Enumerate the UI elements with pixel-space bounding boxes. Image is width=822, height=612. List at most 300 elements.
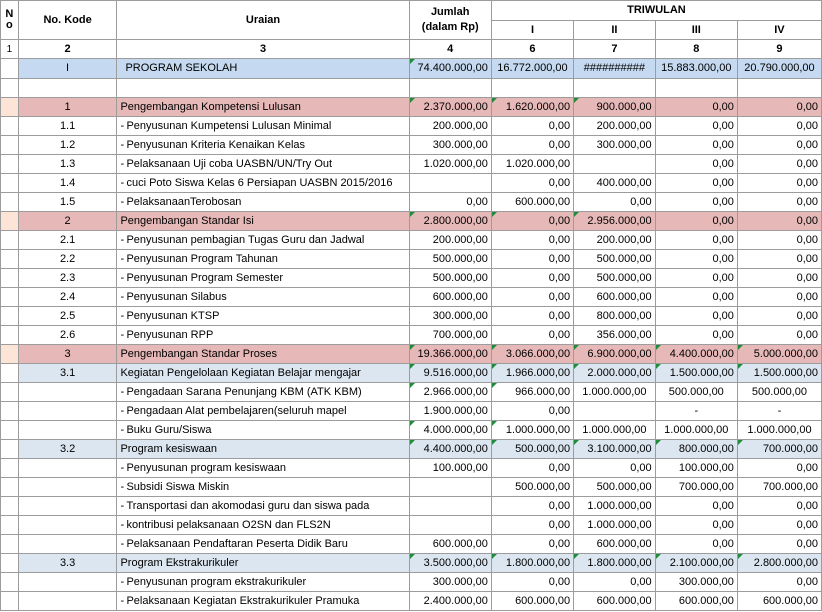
row-gutter-cell[interactable]	[1, 459, 19, 478]
desc-cell[interactable]	[117, 592, 409, 611]
table-row	[1, 402, 822, 421]
desc-cell[interactable]	[117, 364, 409, 383]
row-gutter-cell[interactable]	[1, 592, 19, 611]
q3-cell[interactable]: 0,00	[655, 269, 737, 288]
q1-cell[interactable]: 0,00	[491, 402, 573, 421]
desc-cell[interactable]	[117, 421, 409, 440]
amount-cell[interactable]: 19.366.000,00	[409, 345, 491, 364]
q1-cell[interactable]: 500.000,00	[491, 440, 573, 459]
q1-cell[interactable]: 0,00	[491, 117, 573, 136]
amount-cell[interactable]: 600.000,00	[409, 288, 491, 307]
q2-cell[interactable]: ##########	[574, 59, 656, 79]
q1-cell[interactable]: 0,00	[491, 535, 573, 554]
q4-cell[interactable]: 0,00	[737, 288, 821, 307]
q1-cell[interactable]: 0,00	[491, 174, 573, 193]
q4-cell[interactable]: 700.000,00	[737, 478, 821, 497]
q1-cell[interactable]: 0,00	[491, 269, 573, 288]
q4-cell[interactable]: 5.000.000,00	[737, 345, 821, 364]
desc-cell[interactable]	[117, 117, 409, 136]
desc-cell[interactable]	[117, 59, 409, 79]
q1-cell[interactable]: 0,00	[491, 497, 573, 516]
row-gutter-cell[interactable]	[1, 478, 19, 497]
col-number-cell[interactable]: 1	[1, 40, 19, 59]
row-gutter-cell[interactable]	[1, 155, 19, 174]
row-gutter-cell[interactable]	[1, 516, 19, 535]
q4-cell[interactable]: 0,00	[737, 212, 821, 231]
code-cell[interactable]: 1.4	[18, 174, 117, 193]
bullet-dash: -	[120, 309, 125, 322]
desc-text: Transportasi dan akomodasi guru dan siswa pada	[126, 499, 370, 512]
q1-cell[interactable]: 0,00	[491, 573, 573, 592]
q2-cell[interactable]: 1.800.000,00	[574, 554, 656, 573]
desc-cell[interactable]	[117, 212, 409, 231]
code-cell[interactable]: 2	[18, 212, 117, 231]
q1-cell[interactable]: 0,00	[491, 231, 573, 250]
column-number-row	[1, 40, 822, 59]
q2-cell[interactable]: 6.900.000,00	[574, 345, 656, 364]
desc-cell[interactable]	[117, 136, 409, 155]
header-desc[interactable]: Uraian	[117, 1, 409, 40]
col-number-cell[interactable]: 8	[655, 40, 737, 59]
col-number-cell[interactable]: 6	[491, 40, 573, 59]
q2-cell[interactable]: 500.000,00	[574, 478, 656, 497]
code-cell[interactable]: 2.3	[18, 269, 117, 288]
q3-cell[interactable]: 0,00	[655, 155, 737, 174]
code-cell[interactable]	[18, 459, 117, 478]
code-cell[interactable]: I	[18, 59, 117, 79]
q3-cell[interactable]: 2.100.000,00	[655, 554, 737, 573]
row-gutter-cell[interactable]	[1, 174, 19, 193]
desc-cell[interactable]	[117, 155, 409, 174]
q4-cell[interactable]: 0,00	[737, 307, 821, 326]
q4-cell[interactable]: 0,00	[737, 250, 821, 269]
q1-cell[interactable]: 0,00	[491, 136, 573, 155]
code-cell[interactable]	[18, 592, 117, 611]
desc-text: Penyusunan program kesiswaan	[126, 461, 287, 474]
desc-text: Pelaksanaan Uji coba UASBN/UN/Try Out	[126, 157, 333, 170]
code-cell[interactable]	[18, 383, 117, 402]
code-cell[interactable]: 2.6	[18, 326, 117, 345]
q4-cell[interactable]: 500.000,00	[737, 383, 821, 402]
q1-cell[interactable]: 1.966.000,00	[491, 364, 573, 383]
table-row	[1, 250, 822, 269]
col-number-cell[interactable]: 2	[18, 40, 117, 59]
col-number-cell[interactable]: 9	[737, 40, 821, 59]
bullet-dash: -	[120, 119, 125, 132]
desc-cell[interactable]	[117, 516, 409, 535]
desc-text: Pelaksanaan Kegiatan Ekstrakurikuler Pramuka	[126, 594, 360, 607]
table-row	[1, 193, 822, 212]
q2-cell[interactable]	[574, 155, 656, 174]
q4-cell[interactable]: 1.000.000,00	[737, 421, 821, 440]
bullet-dash: -	[120, 423, 125, 436]
code-cell[interactable]: 1.3	[18, 155, 117, 174]
desc-cell[interactable]	[117, 193, 409, 212]
q2-cell[interactable]: 900.000,00	[574, 98, 656, 117]
q3-cell[interactable]: 4.400.000,00	[655, 345, 737, 364]
row-gutter-cell[interactable]	[1, 554, 19, 573]
amount-cell[interactable]: 74.400.000,00	[409, 59, 491, 79]
q4-cell[interactable]: 0,00	[737, 573, 821, 592]
desc-text: kontribusi pelaksanaan O2SN dan FLS2N	[126, 518, 331, 531]
amount-cell[interactable]: 700.000,00	[409, 326, 491, 345]
code-cell[interactable]: 1.5	[18, 193, 117, 212]
q4-cell[interactable]: 600.000,00	[737, 592, 821, 611]
q1-cell[interactable]: 600.000,00	[491, 592, 573, 611]
row-gutter-cell[interactable]	[1, 440, 19, 459]
q1-cell[interactable]: 600.000,00	[491, 193, 573, 212]
amount-cell[interactable]: 3.500.000,00	[409, 554, 491, 573]
row-gutter-cell[interactable]	[1, 402, 19, 421]
desc-text: Pengadaan Alat pembelajaren(seluruh mapel	[126, 404, 347, 417]
q2-cell[interactable]: 3.100.000,00	[574, 440, 656, 459]
q2-cell[interactable]: 2.956.000,00	[574, 212, 656, 231]
desc-text: Penyusunan Silabus	[126, 290, 227, 303]
q4-cell[interactable]: 2.800.000,00	[737, 554, 821, 573]
row-gutter-cell[interactable]	[1, 136, 19, 155]
q3-cell[interactable]: 0,00	[655, 98, 737, 117]
q3-cell[interactable]: 0,00	[655, 326, 737, 345]
q1-cell[interactable]: 3.066.000,00	[491, 345, 573, 364]
table-row	[1, 478, 822, 497]
code-cell[interactable]: 1.2	[18, 136, 117, 155]
row-gutter-cell[interactable]	[1, 364, 19, 383]
table-row	[1, 117, 822, 136]
table-row	[1, 155, 822, 174]
q1-cell[interactable]: 1.000.000,00	[491, 421, 573, 440]
table-row	[1, 174, 822, 193]
table-row	[1, 136, 822, 155]
q2-cell[interactable]: 1.000.000,00	[574, 497, 656, 516]
q4-cell[interactable]: 700.000,00	[737, 440, 821, 459]
header-q3[interactable]: III	[655, 21, 737, 40]
header-code[interactable]: No. Kode	[18, 1, 117, 40]
code-cell[interactable]	[18, 79, 117, 98]
desc-cell[interactable]	[117, 345, 409, 364]
amount-cell[interactable]: 500.000,00	[409, 250, 491, 269]
q3-cell[interactable]: -	[655, 402, 737, 421]
desc-cell[interactable]	[117, 497, 409, 516]
code-cell[interactable]	[18, 516, 117, 535]
amount-cell[interactable]: 200.000,00	[409, 231, 491, 250]
desc-cell[interactable]	[117, 440, 409, 459]
desc-text: Penyusunan KTSP	[126, 309, 220, 322]
q4-cell[interactable]: -	[737, 402, 821, 421]
amount-cell[interactable]	[409, 79, 491, 98]
amount-cell[interactable]	[409, 478, 491, 497]
q3-cell[interactable]: 300.000,00	[655, 573, 737, 592]
row-gutter-cell[interactable]	[1, 269, 19, 288]
row-gutter-cell[interactable]	[1, 307, 19, 326]
bullet-dash: -	[120, 252, 125, 265]
q3-cell[interactable]: 0,00	[655, 307, 737, 326]
q2-cell[interactable]: 200.000,00	[574, 117, 656, 136]
desc-text: Penyusunan pembagian Tugas Guru dan Jadwal	[126, 233, 365, 246]
q3-cell[interactable]: 0,00	[655, 535, 737, 554]
q3-cell[interactable]: 500.000,00	[655, 383, 737, 402]
row-gutter-cell[interactable]	[1, 288, 19, 307]
amount-cell[interactable]: 100.000,00	[409, 459, 491, 478]
amount-cell[interactable]: 4.400.000,00	[409, 440, 491, 459]
code-cell[interactable]	[18, 573, 117, 592]
row-gutter-cell[interactable]	[1, 79, 19, 98]
desc-cell[interactable]	[117, 554, 409, 573]
q1-cell[interactable]: 1.800.000,00	[491, 554, 573, 573]
q3-cell[interactable]: 100.000,00	[655, 459, 737, 478]
desc-text: Kegiatan Pengelolaan Kegiatan Belajar mengajar	[120, 366, 361, 379]
q3-cell[interactable]	[655, 79, 737, 98]
q1-cell[interactable]: 1.020.000,00	[491, 155, 573, 174]
q3-cell[interactable]: 0,00	[655, 212, 737, 231]
q1-cell[interactable]: 0,00	[491, 516, 573, 535]
q2-cell[interactable]: 1.000.000,00	[574, 516, 656, 535]
q4-cell[interactable]: 0,00	[737, 459, 821, 478]
code-cell[interactable]: 3.1	[18, 364, 117, 383]
desc-text: PelaksanaanTerobosan	[126, 195, 242, 208]
desc-cell[interactable]	[117, 79, 409, 98]
q2-cell[interactable]: 356.000,00	[574, 326, 656, 345]
bullet-dash: -	[120, 290, 125, 303]
q1-cell[interactable]	[491, 79, 573, 98]
q1-cell[interactable]: 1.620.000,00	[491, 98, 573, 117]
q3-cell[interactable]: 700.000,00	[655, 478, 737, 497]
amount-cell[interactable]: 1.900.000,00	[409, 402, 491, 421]
q4-cell[interactable]: 0,00	[737, 497, 821, 516]
col-number-cell[interactable]: 3	[117, 40, 409, 59]
q2-cell[interactable]: 1.000.000,00	[574, 421, 656, 440]
desc-text: Penyusunan Kumpetensi Lulusan Minimal	[126, 119, 332, 132]
q2-cell[interactable]: 200.000,00	[574, 231, 656, 250]
amount-cell[interactable]: 600.000,00	[409, 535, 491, 554]
desc-cell[interactable]	[117, 573, 409, 592]
q1-cell[interactable]: 0,00	[491, 326, 573, 345]
q3-cell[interactable]: 0,00	[655, 497, 737, 516]
q2-cell[interactable]: 0,00	[574, 573, 656, 592]
amount-cell[interactable]: 1.020.000,00	[409, 155, 491, 174]
q2-cell[interactable]: 400.000,00	[574, 174, 656, 193]
desc-cell[interactable]	[117, 459, 409, 478]
code-cell[interactable]: 2.5	[18, 307, 117, 326]
bullet-dash: -	[120, 537, 125, 550]
q4-cell[interactable]: 0,00	[737, 174, 821, 193]
amount-cell[interactable]	[409, 174, 491, 193]
col-number-cell[interactable]: 7	[574, 40, 656, 59]
row-gutter-cell[interactable]	[1, 59, 19, 79]
desc-text: Penyusunan Kriteria Kenaikan Kelas	[126, 138, 306, 151]
desc-cell[interactable]	[117, 535, 409, 554]
q4-cell[interactable]	[737, 79, 821, 98]
bullet-dash: -	[120, 480, 125, 493]
q2-cell[interactable]: 0,00	[574, 193, 656, 212]
bullet-dash: -	[120, 385, 125, 398]
q1-cell[interactable]: 0,00	[491, 288, 573, 307]
q1-cell[interactable]: 0,00	[491, 459, 573, 478]
q3-cell[interactable]: 0,00	[655, 288, 737, 307]
code-cell[interactable]: 1	[18, 98, 117, 117]
row-gutter-cell[interactable]	[1, 250, 19, 269]
amount-cell[interactable]: 0,00	[409, 193, 491, 212]
q3-cell[interactable]: 0,00	[655, 516, 737, 535]
q2-cell[interactable]: 500.000,00	[574, 250, 656, 269]
code-cell[interactable]: 3.3	[18, 554, 117, 573]
q3-cell[interactable]: 15.883.000,00	[655, 59, 737, 79]
row-gutter-cell[interactable]	[1, 231, 19, 250]
amount-cell[interactable]: 300.000,00	[409, 307, 491, 326]
q4-cell[interactable]: 0,00	[737, 516, 821, 535]
desc-cell[interactable]	[117, 288, 409, 307]
table-row	[1, 364, 822, 383]
amount-cell[interactable]: 2.800.000,00	[409, 212, 491, 231]
q4-cell[interactable]: 1.500.000,00	[737, 364, 821, 383]
q3-cell[interactable]: 0,00	[655, 136, 737, 155]
header-quarter-group[interactable]: TRIWULAN	[491, 1, 821, 21]
q4-cell[interactable]: 0,00	[737, 98, 821, 117]
q2-cell[interactable]: 600.000,00	[574, 592, 656, 611]
code-cell[interactable]	[18, 478, 117, 497]
q1-cell[interactable]: 16.772.000,00	[491, 59, 573, 79]
q2-cell[interactable]: 300.000,00	[574, 136, 656, 155]
code-cell[interactable]	[18, 535, 117, 554]
amount-cell[interactable]: 300.000,00	[409, 136, 491, 155]
q4-cell[interactable]: 0,00	[737, 117, 821, 136]
desc-cell[interactable]	[117, 478, 409, 497]
q1-cell[interactable]: 966.000,00	[491, 383, 573, 402]
q2-cell[interactable]: 0,00	[574, 459, 656, 478]
q3-cell[interactable]: 0,00	[655, 231, 737, 250]
header-q4[interactable]: IV	[737, 21, 821, 40]
code-cell[interactable]	[18, 402, 117, 421]
q4-cell[interactable]: 20.790.000,00	[737, 59, 821, 79]
row-gutter-cell[interactable]	[1, 98, 19, 117]
desc-cell[interactable]	[117, 231, 409, 250]
q4-cell[interactable]: 0,00	[737, 193, 821, 212]
q3-cell[interactable]: 0,00	[655, 193, 737, 212]
amount-cell[interactable]: 300.000,00	[409, 573, 491, 592]
table-row	[1, 212, 822, 231]
table-row	[1, 459, 822, 478]
bullet-dash: -	[120, 518, 125, 531]
q3-cell[interactable]: 0,00	[655, 250, 737, 269]
q2-cell[interactable]: 800.000,00	[574, 307, 656, 326]
desc-cell[interactable]	[117, 269, 409, 288]
row-gutter-cell[interactable]	[1, 535, 19, 554]
desc-text: Program kesiswaan	[120, 442, 218, 455]
code-cell[interactable]: 1.1	[18, 117, 117, 136]
desc-cell[interactable]	[117, 98, 409, 117]
q3-cell[interactable]: 0,00	[655, 117, 737, 136]
row-gutter-cell[interactable]	[1, 193, 19, 212]
q1-cell[interactable]: 0,00	[491, 212, 573, 231]
q4-cell[interactable]: 0,00	[737, 136, 821, 155]
bullet-dash: -	[120, 499, 125, 512]
q2-cell[interactable]: 2.000.000,00	[574, 364, 656, 383]
q3-cell[interactable]: 0,00	[655, 174, 737, 193]
bullet-dash: -	[120, 157, 125, 170]
desc-cell[interactable]	[117, 402, 409, 421]
amount-cell[interactable]: 2.400.000,00	[409, 592, 491, 611]
q3-cell[interactable]: 1.000.000,00	[655, 421, 737, 440]
desc-cell[interactable]	[117, 307, 409, 326]
desc-text: Program Ekstrakurikuler	[120, 556, 239, 569]
code-cell[interactable]: 2.1	[18, 231, 117, 250]
row-gutter-cell[interactable]	[1, 345, 19, 364]
row-gutter-cell[interactable]	[1, 117, 19, 136]
row-gutter-cell[interactable]	[1, 326, 19, 345]
desc-cell[interactable]	[117, 250, 409, 269]
row-gutter-cell[interactable]	[1, 383, 19, 402]
q4-cell[interactable]: 0,00	[737, 269, 821, 288]
code-cell[interactable]	[18, 497, 117, 516]
desc-cell[interactable]	[117, 174, 409, 193]
q2-cell[interactable]: 600.000,00	[574, 288, 656, 307]
q1-cell[interactable]: 0,00	[491, 307, 573, 326]
desc-cell[interactable]	[117, 383, 409, 402]
col-number-cell[interactable]: 4	[409, 40, 491, 59]
header-amount[interactable]: Jumlah (dalam Rp)	[409, 1, 491, 40]
amount-cell[interactable]: 200.000,00	[409, 117, 491, 136]
header-row-no[interactable]: N o	[1, 1, 19, 40]
desc-text: Pelaksanaan Pendaftaran Peserta Didik Baru	[126, 537, 348, 550]
q3-cell[interactable]: 1.500.000,00	[655, 364, 737, 383]
code-cell[interactable]: 2.4	[18, 288, 117, 307]
desc-text: Subsidi Siswa Miskin	[126, 480, 230, 493]
code-cell[interactable]: 3	[18, 345, 117, 364]
desc-cell[interactable]	[117, 326, 409, 345]
q4-cell[interactable]: 0,00	[737, 231, 821, 250]
amount-cell[interactable]	[409, 516, 491, 535]
amount-cell[interactable]: 4.000.000,00	[409, 421, 491, 440]
q2-cell[interactable]: 600.000,00	[574, 535, 656, 554]
q4-cell[interactable]: 0,00	[737, 326, 821, 345]
desc-text: Pengadaan Sarana Penunjang KBM (ATK KBM)	[126, 385, 362, 398]
header-q2[interactable]: II	[574, 21, 656, 40]
q2-cell[interactable]	[574, 402, 656, 421]
q2-cell[interactable]: 500.000,00	[574, 269, 656, 288]
q3-cell[interactable]: 600.000,00	[655, 592, 737, 611]
q3-cell[interactable]: 800.000,00	[655, 440, 737, 459]
amount-cell[interactable]: 2.966.000,00	[409, 383, 491, 402]
bullet-dash: -	[120, 138, 125, 151]
q1-cell[interactable]: 500.000,00	[491, 478, 573, 497]
row-gutter-cell[interactable]	[1, 573, 19, 592]
q2-cell[interactable]	[574, 79, 656, 98]
bullet-dash: -	[120, 461, 125, 474]
amount-cell[interactable]: 500.000,00	[409, 269, 491, 288]
q4-cell[interactable]: 0,00	[737, 155, 821, 174]
desc-text: Penyusunan RPP	[126, 328, 214, 341]
code-cell[interactable]: 2.2	[18, 250, 117, 269]
row-gutter-cell[interactable]	[1, 497, 19, 516]
table-row	[1, 592, 822, 611]
desc-text: Pengembangan Kompetensi Lulusan	[120, 100, 301, 113]
table-row	[1, 307, 822, 326]
table-row	[1, 231, 822, 250]
table-row	[1, 497, 822, 516]
table-row	[1, 326, 822, 345]
code-cell[interactable]	[18, 421, 117, 440]
q2-cell[interactable]: 1.000.000,00	[574, 383, 656, 402]
q4-cell[interactable]: 0,00	[737, 535, 821, 554]
row-gutter-cell[interactable]	[1, 421, 19, 440]
code-cell[interactable]: 3.2	[18, 440, 117, 459]
bullet-dash: -	[120, 233, 125, 246]
q1-cell[interactable]: 0,00	[491, 250, 573, 269]
header-q1[interactable]: I	[491, 21, 573, 40]
amount-cell[interactable]	[409, 497, 491, 516]
amount-cell[interactable]: 9.516.000,00	[409, 364, 491, 383]
row-gutter-cell[interactable]	[1, 212, 19, 231]
amount-cell[interactable]: 2.370.000,00	[409, 98, 491, 117]
